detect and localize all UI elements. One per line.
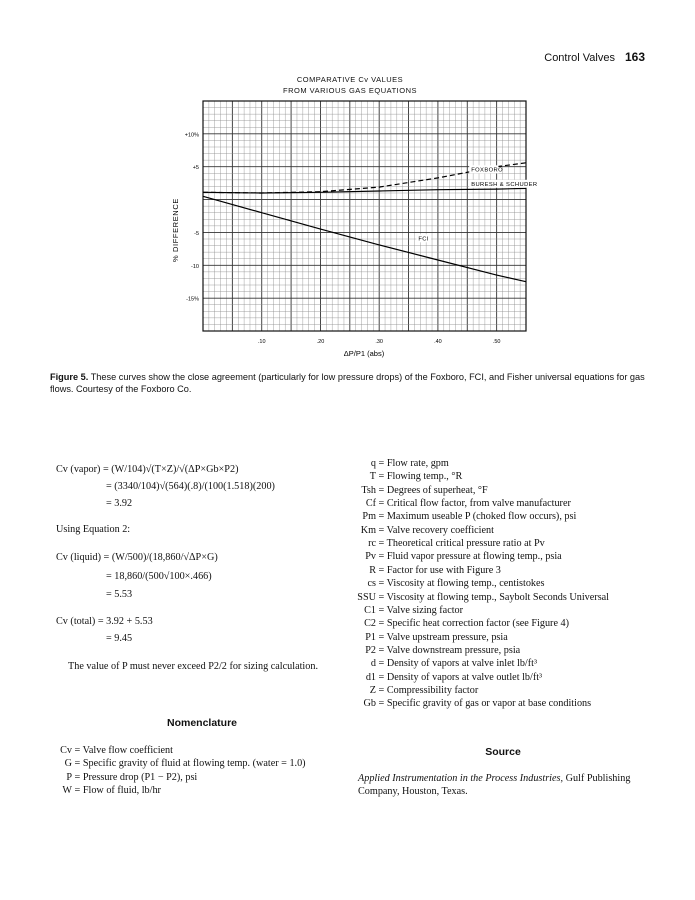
equals-sign: =: [376, 631, 387, 643]
nomenclature-entry: [348, 578, 545, 589]
eq-total-1: Cv (total) = 3.92 + 5.53: [56, 616, 153, 627]
nomenclature-entry: [348, 658, 537, 669]
nomenclature-entry: [56, 785, 161, 796]
nomenclature-entry: [348, 605, 463, 616]
nomenclature-definition: Flow rate, gpm: [386, 458, 449, 469]
eq-liquid-1: Cv (liquid) = (W/500)/(18,860/√ΔP×G): [56, 552, 218, 563]
nomenclature-symbol: C2: [364, 618, 376, 630]
eq-total-2: = 9.45: [106, 633, 133, 644]
y-tick-label: -15%: [186, 296, 199, 303]
equals-sign: =: [376, 524, 387, 536]
equals-sign: =: [376, 511, 387, 523]
nomenclature-definition: Valve downstream pressure, psia: [386, 644, 521, 656]
caption-label: Figure 5.: [50, 372, 89, 382]
x-tick-label: .10: [257, 339, 266, 345]
y-tick-label: -5: [194, 230, 199, 237]
plot-frame: [203, 101, 526, 331]
equals-sign: =: [376, 578, 387, 590]
eq-vapor-2: = (3340/104)√(564)(.8)/(100(1.518)(200): [106, 481, 275, 492]
nomenclature-entry: [348, 498, 571, 509]
nomenclature-definition: Degrees of superheat, °F: [386, 484, 488, 496]
series-label: FOXBORO: [471, 167, 504, 174]
source-title: Applied Instrumentation in the Process Industries,: [358, 773, 564, 784]
nomenclature-symbol: P: [66, 771, 72, 783]
nomenclature-symbol: cs: [367, 578, 376, 590]
nomenclature-symbol: Pv: [365, 551, 376, 563]
x-tick-label: .20: [316, 339, 325, 345]
equals-sign: =: [376, 484, 387, 496]
nomenclature-entry: [348, 592, 609, 603]
y-tick-label: +5: [192, 165, 199, 172]
nomenclature-symbol: Km: [360, 524, 376, 536]
nomenclature-symbol: P1: [365, 631, 376, 643]
nomenclature-definition: Factor for use with Figure 3: [386, 564, 501, 576]
nomenclature-symbol: rc: [368, 538, 376, 550]
nomenclature-symbol: q: [370, 458, 376, 469]
nomenclature-definition: Viscosity at flowing temp., Saybolt Seconds Universal: [386, 591, 610, 603]
equals-sign: =: [376, 538, 387, 550]
nomenclature-definition: Maximum useable P (choked flow occurs), psi: [386, 511, 577, 523]
nomenclature-entry: [348, 551, 562, 562]
nomenclature-entry: [348, 632, 508, 643]
series-buresh-schuder-line: [203, 188, 526, 193]
nomenclature-entry: [348, 645, 520, 656]
nomenclature-symbol: d: [370, 658, 376, 670]
x-tick-label: .50: [492, 339, 501, 345]
equals-sign: =: [72, 745, 83, 756]
nomenclature-heading: Nomenclature: [166, 717, 238, 729]
nomenclature-symbol: W: [62, 785, 72, 797]
equals-sign: =: [376, 604, 387, 616]
equals-sign: =: [376, 564, 387, 576]
nomenclature-definition: Density of vapors at valve outlet lb/ft³: [386, 671, 543, 683]
x-axis-label: ΔP/P1 (abs): [343, 349, 385, 358]
nomenclature-entry: [348, 618, 569, 629]
nomenclature-definition: Fluid vapor pressure at flowing temp., psia: [386, 551, 562, 563]
nomenclature-symbol: Cv: [60, 745, 72, 756]
nomenclature-symbol: Z: [369, 684, 376, 696]
nomenclature-definition: Valve sizing factor: [386, 604, 464, 616]
nomenclature-symbol: d1: [365, 671, 376, 683]
equals-sign: =: [376, 684, 387, 696]
equals-sign: =: [376, 551, 387, 563]
equals-sign: =: [72, 771, 83, 783]
nomenclature-symbol: C1: [364, 604, 376, 616]
nomenclature-definition: Pressure drop (P1 − P2), psi: [82, 771, 198, 783]
nomenclature-entry: [348, 565, 501, 576]
equals-sign: =: [72, 758, 83, 770]
nomenclature-definition: Density of vapors at valve inlet lb/ft³: [386, 658, 538, 670]
eq-liquid-3: = 5.53: [106, 589, 133, 600]
nomenclature-symbol: R: [369, 564, 376, 576]
nomenclature-symbol: P2: [365, 644, 376, 656]
caption-text: These curves show the close agreement (particularly for low pressure drops) of the Foxboro, FCI, and Fisher universal equations for gas flows. Courtesy of the Foxboro Co.: [50, 372, 645, 394]
nomenclature-entry: [56, 772, 197, 783]
equals-sign: =: [376, 698, 387, 710]
nomenclature-definition: Valve flow coefficient: [82, 745, 173, 756]
chart-grid: [203, 101, 526, 331]
nomenclature-entry: [348, 471, 462, 482]
equals-sign: =: [376, 498, 387, 510]
nomenclature-symbol: SSU: [357, 591, 376, 603]
nomenclature-symbol: Cf: [365, 498, 376, 510]
equals-sign: =: [376, 591, 387, 603]
nomenclature-entry: [348, 698, 591, 709]
nomenclature-entry: [348, 672, 542, 683]
nomenclature-definition: Flow of fluid, lb/hr: [82, 785, 161, 797]
y-tick-label: +10%: [184, 132, 199, 139]
equals-sign: =: [376, 671, 387, 683]
eq-vapor-3: = 3.92: [106, 498, 133, 509]
y-tick-label: -10: [191, 263, 199, 270]
series-label: FCI: [418, 236, 429, 243]
nomenclature-definition: Compressibility factor: [386, 684, 479, 696]
using-equation: Using Equation 2:: [56, 524, 131, 535]
eq-liquid-2: = 18,860/(500√100×.466): [106, 571, 212, 582]
x-tick-label: .30: [375, 339, 384, 345]
nomenclature-symbol: G: [64, 758, 72, 770]
source-heading: Source: [485, 746, 521, 758]
nomenclature-entry: [348, 458, 449, 469]
nomenclature-definition: Critical flow factor, from valve manufacturer: [386, 498, 571, 510]
nomenclature-entry: [56, 745, 173, 756]
nomenclature-definition: Valve recovery coefficient: [386, 524, 494, 536]
figure-caption: [50, 372, 650, 395]
nomenclature-definition: Theoretical critical pressure ratio at Pv: [386, 538, 545, 550]
nomenclature-symbol: Tsh: [361, 484, 376, 496]
equals-sign: =: [376, 658, 387, 670]
nomenclature-entry: [348, 485, 488, 496]
source-reference: [358, 772, 648, 798]
nomenclature-symbol: T: [369, 471, 376, 483]
equals-sign: =: [72, 785, 83, 797]
nomenclature-definition: Specific heat correction factor (see Figure 4): [386, 618, 570, 630]
nomenclature-symbol: Pm: [362, 511, 376, 523]
nomenclature-definition: Valve upstream pressure, psia: [386, 631, 508, 643]
equals-sign: =: [376, 471, 387, 483]
sizing-note: The value of P must never exceed P2/2 for sizing calculation.: [68, 661, 318, 672]
nomenclature-entry: [348, 525, 494, 536]
nomenclature-entry: [348, 511, 576, 522]
nomenclature-definition: Viscosity at flowing temp., centistokes: [386, 578, 545, 590]
nomenclature-entry: [348, 538, 545, 549]
nomenclature-definition: Specific gravity of gas or vapor at base conditions: [386, 698, 592, 710]
chart-subtitle: FROM VARIOUS GAS EQUATIONS: [283, 86, 417, 95]
x-tick-label: .40: [434, 339, 442, 345]
equals-sign: =: [376, 644, 387, 656]
y-axis-label: % DIFFERENCE: [171, 198, 180, 262]
source-publisher: Gulf Publishing Company, Houston, Texas.: [358, 773, 631, 797]
series-label: BURESH & SCHUDER: [471, 181, 538, 188]
nomenclature-definition: Specific gravity of fluid at flowing temp. (water = 1.0): [82, 758, 306, 770]
eq-vapor-1: Cv (vapor) = (W/104)√(T×Z)/√(ΔP×Gb×P2): [56, 464, 239, 475]
nomenclature-definition: Flowing temp., °R: [386, 471, 463, 483]
nomenclature-entry: [56, 758, 306, 769]
equals-sign: =: [376, 458, 387, 469]
chart-title: COMPARATIVE Cv VALUES: [296, 75, 404, 84]
nomenclature-symbol: Gb: [363, 698, 376, 710]
section-title: Control Valves: [544, 52, 615, 64]
equals-sign: =: [376, 618, 387, 630]
nomenclature-entry: [348, 685, 478, 696]
figure-5-chart: [0, 0, 695, 370]
page-number: 163: [624, 50, 645, 64]
